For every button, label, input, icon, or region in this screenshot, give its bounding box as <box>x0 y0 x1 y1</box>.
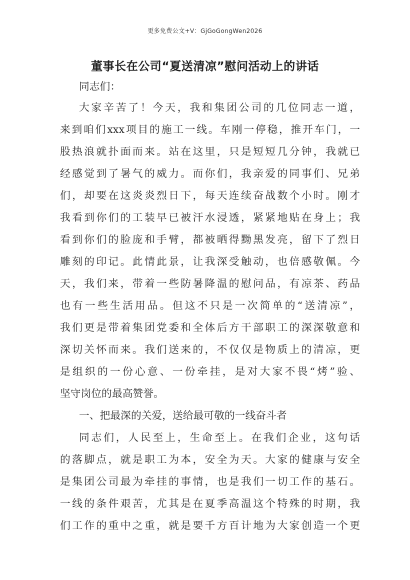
body-line: 们，却要在这炎炎烈日下，每天连续奋战数个小时。刚才 <box>60 190 360 202</box>
body-line: 深切关怀而来。我们送来的，不仅仅是物质上的清凉，更 <box>60 344 360 356</box>
body-line: 坚守岗位的最高赞誉。 <box>60 388 164 400</box>
body-line: 我看到你们的工装早已被汗水浸透，紧紧地贴在身上；我 <box>60 212 360 224</box>
body-line: 看到你们的脸庞和手臂，都被晒得黝黑发亮，留下了烈日 <box>60 234 360 246</box>
header-note: 更多免费公文+V：GjGoGongWen2026 <box>147 28 263 35</box>
body-line: 天，我们来，带着一些防暑降温的慰问品，有凉茶、药品 <box>60 278 360 290</box>
body-line: 雕刻的印记。此情此景，让我深受触动，也倍感敬佩。今 <box>60 256 360 268</box>
body-line: 们工作的重中之重，就是要千方百计地为大家创造一个更 <box>60 520 360 532</box>
body-line: 大家辛苦了！今天，我和集团公司的几位同志一道， <box>79 102 360 114</box>
salutation: 同志们： <box>79 81 121 93</box>
body-line: 是集团公司最为牵挂的事情，也是我们一切工作的基石。 <box>60 476 360 488</box>
body-line: 一线的条件艰苦，尤其是在夏季高温这个特殊的时期，我 <box>60 498 360 510</box>
body-line: 股热浪就扑面而来。站在这里，只是短短几分钟，我就已 <box>60 146 360 158</box>
body-line: 我们更是带着集团党委和全体后方干部职工的深深敬意和 <box>60 322 360 334</box>
document-title: 董事长在公司“夏送清凉”慰问活动上的讲话 <box>90 59 320 73</box>
body-line: 同志们，人民至上，生命至上。在我们企业，这句话 <box>79 432 360 444</box>
body-line: 经感觉到了暑气的威力。而你们，我亲爱的同事们、兄弟 <box>60 168 360 180</box>
body-line: 也有一些生活用品。但这不只是一次简单的“送清凉”， <box>60 300 360 312</box>
section-heading: 一、把最深的关爱，送给最可敬的一线奋斗者 <box>79 410 287 422</box>
body-line: 是组织的一份心意、一份牵挂，是对大家不畏“烤”验、 <box>60 366 360 378</box>
body-line: 来到咱们xxx项目的施工一线。车刚一停稳，推开车门，一 <box>60 124 360 136</box>
body-line: 的落脚点，就是职工为本，安全为天。大家的健康与安全 <box>60 454 360 466</box>
